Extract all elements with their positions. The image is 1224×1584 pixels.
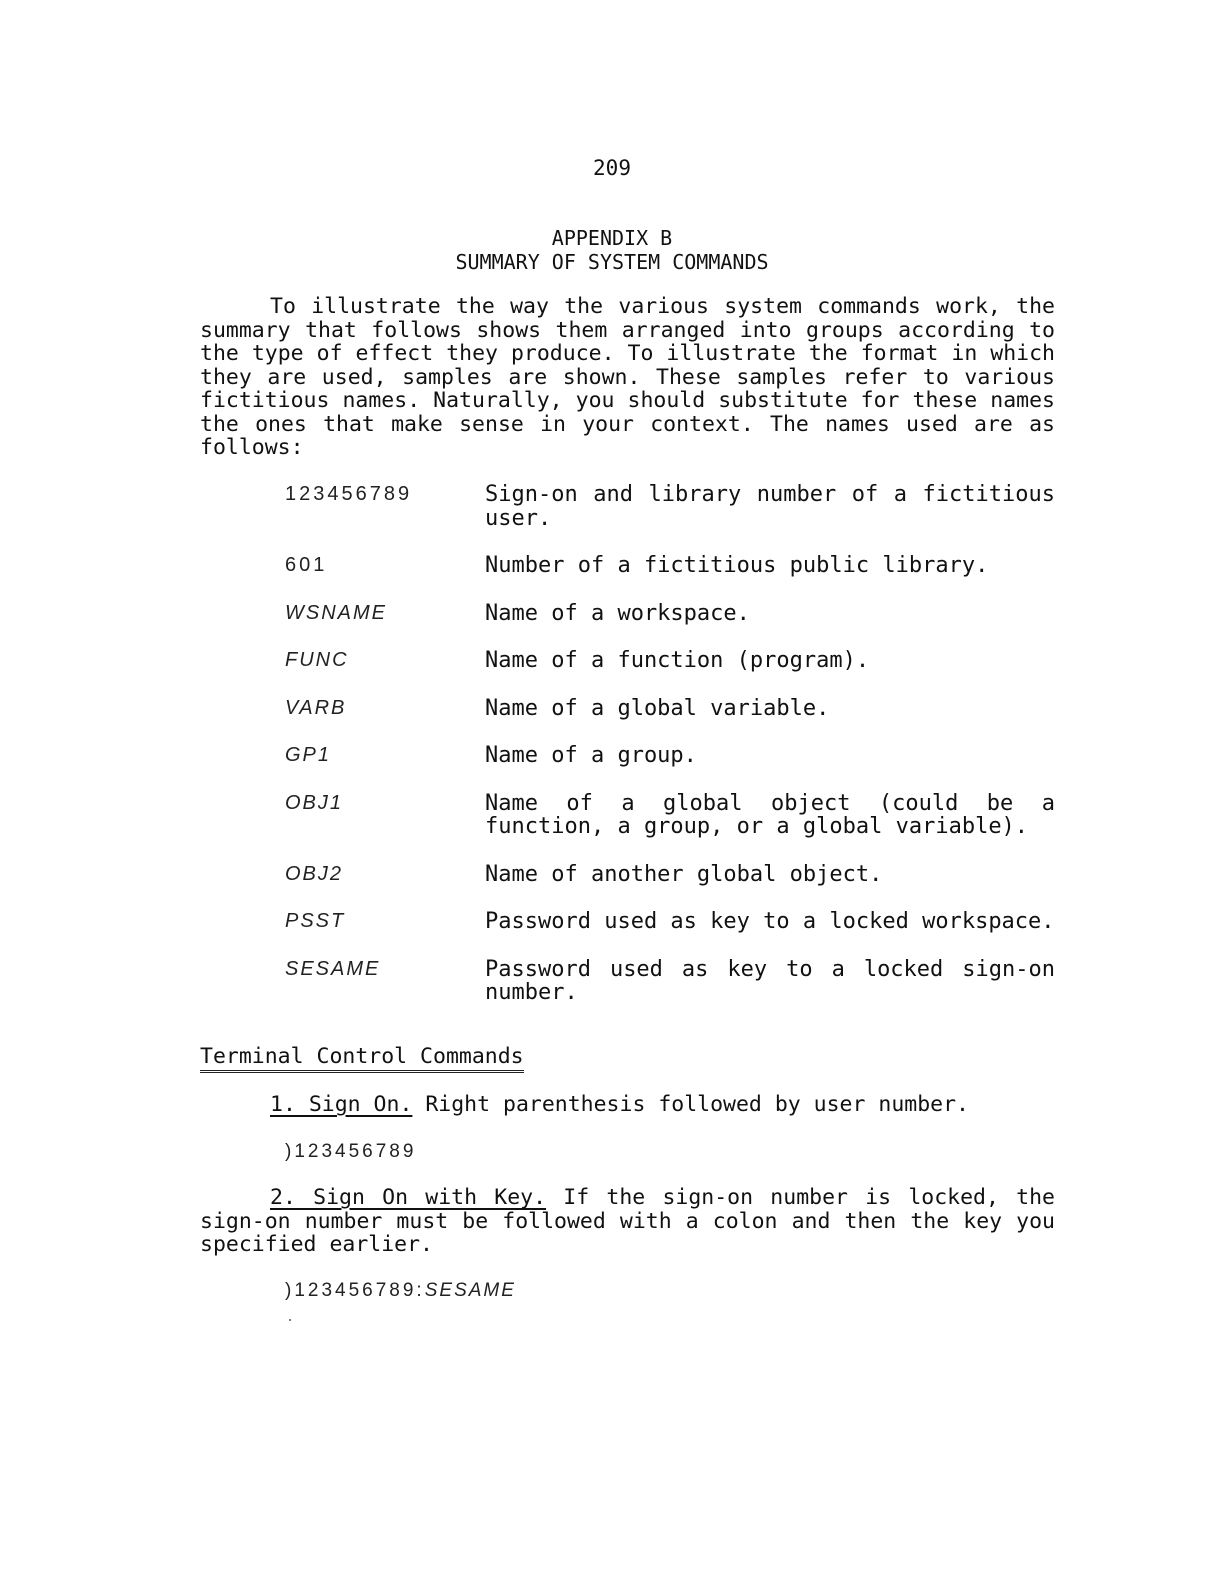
command-item xyxy=(200,1093,1055,1117)
scan-speck xyxy=(289,1319,291,1321)
command-item xyxy=(200,1186,1055,1257)
definition-term: PSST xyxy=(285,910,346,932)
definition-text: Name of another global object. xyxy=(485,861,883,887)
definition-row xyxy=(285,863,1055,887)
definition-row xyxy=(285,483,1055,530)
sample-key: SESAME xyxy=(424,1280,516,1301)
definition-text: Name of a global object (could be a function, a group, or a global variable). xyxy=(485,790,1055,839)
definition-row xyxy=(285,554,1055,578)
definition-text: Password used as key to a locked sign-on number. xyxy=(485,956,1055,1005)
sample-text: )123456789: xyxy=(285,1280,425,1301)
definition-text: Name of a group. xyxy=(485,743,697,768)
definition-row xyxy=(285,958,1055,1005)
command-sample xyxy=(285,1141,416,1163)
command-description: Right parenthesis followed by user number. xyxy=(412,1092,969,1117)
definition-term: FUNC xyxy=(285,649,349,671)
definition-text: Name of a global variable. xyxy=(485,695,830,721)
definition-row xyxy=(285,649,1055,673)
command-heading: 1. Sign On. xyxy=(270,1092,413,1117)
definition-text: Name of a function (program). xyxy=(485,648,870,673)
definition-term: OBJ1 xyxy=(285,791,344,814)
page-number: 209 xyxy=(593,156,631,180)
definition-term: WSNAME xyxy=(285,601,387,624)
definition-term: SESAME xyxy=(285,957,381,980)
command-description: If the sign-on number is locked, the sign-on number must be followed with a colon and then the key you specified earlier. xyxy=(200,1185,1055,1257)
definition-list xyxy=(285,483,1055,1029)
definition-row xyxy=(285,602,1055,626)
command-heading: 2. Sign On with Key. xyxy=(270,1185,547,1210)
definition-term: 601 xyxy=(285,554,328,576)
command-sample xyxy=(285,1280,516,1302)
definition-row xyxy=(285,910,1055,934)
definition-term: 123456789 xyxy=(285,483,413,505)
definition-text: Sign-on and library number of a fictitious user. xyxy=(485,482,1055,531)
appendix-title: APPENDIX B xyxy=(551,226,673,250)
sample-text: )123456789 xyxy=(285,1141,417,1162)
definition-text: Name of a workspace. xyxy=(485,600,750,626)
definition-term: VARB xyxy=(285,696,347,719)
appendix-subtitle: SUMMARY OF SYSTEM COMMANDS xyxy=(455,250,769,274)
definition-row xyxy=(285,697,1055,721)
definition-row xyxy=(285,792,1055,839)
definition-text: Number of a fictitious public library. xyxy=(485,553,989,578)
definition-term: GP1 xyxy=(285,744,332,766)
definition-row xyxy=(285,744,1055,768)
definition-text: Password used as key to a locked workspace. xyxy=(485,909,1055,934)
section-title: Terminal Control Commands xyxy=(200,1045,524,1073)
intro-paragraph: To illustrate the way the various system commands work, the summary that follows shows them arranged into groups according to the type of effect they produce. To illustrate the format in which they are used, samples are shown. These samples refer to various fictitious names. Naturally, you should substitute for these names the ones that make sense in your context. The names used are as follows: xyxy=(200,294,1055,460)
definition-term: OBJ2 xyxy=(285,862,344,885)
